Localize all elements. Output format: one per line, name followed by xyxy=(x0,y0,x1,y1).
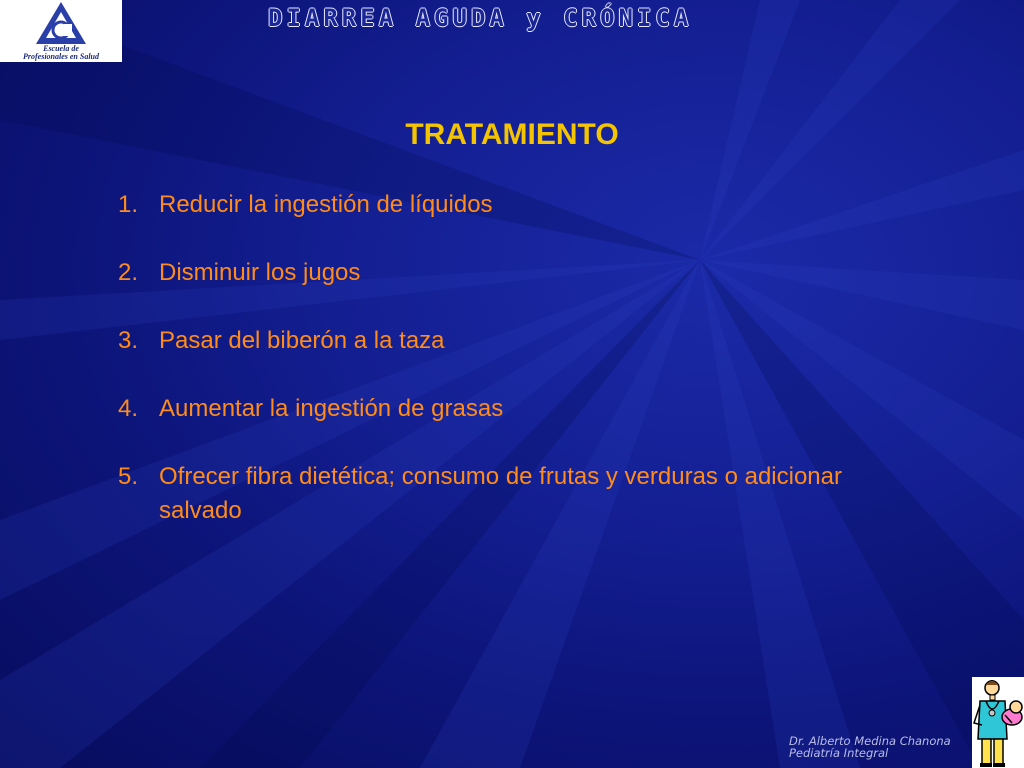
list-item xyxy=(118,460,878,528)
list-item-text: Pasar del biberón a la taza xyxy=(159,327,445,354)
list-item-text: Aumentar la ingestión de grasas xyxy=(159,395,504,422)
list-item-number: 3. xyxy=(118,327,139,354)
list-item-number: 4. xyxy=(118,395,139,422)
list-item-number: 1. xyxy=(118,191,139,218)
treatment-list xyxy=(118,188,878,562)
list-item xyxy=(118,392,878,426)
list-item-number: 5. xyxy=(118,463,139,490)
list-item-number: 2. xyxy=(118,259,139,286)
list-item xyxy=(118,256,878,290)
list-item-text: Reducir la ingestión de líquidos xyxy=(159,191,493,218)
footer-department: Pediatría Integral xyxy=(789,746,889,760)
slide-title: TRATAMIENTO xyxy=(405,118,619,151)
logo-text-line2: Profesionales en Salud xyxy=(22,52,99,61)
logo-text-line1: Escuela de xyxy=(43,44,79,53)
footer-credits xyxy=(789,735,951,759)
footer-author: Dr. Alberto Medina Chanona xyxy=(789,734,951,748)
header-title: DIARREA AGUDA y CRÓNICA xyxy=(268,4,693,32)
doctor-baby-clipart-icon xyxy=(972,677,1024,768)
institution-logo xyxy=(0,0,122,62)
list-item xyxy=(118,324,878,358)
list-item xyxy=(118,188,878,222)
list-item-text: Ofrecer fibra dietética; consumo de frutas y verduras o adicionar salvado xyxy=(159,463,842,524)
list-item-text: Disminuir los jugos xyxy=(159,259,361,286)
